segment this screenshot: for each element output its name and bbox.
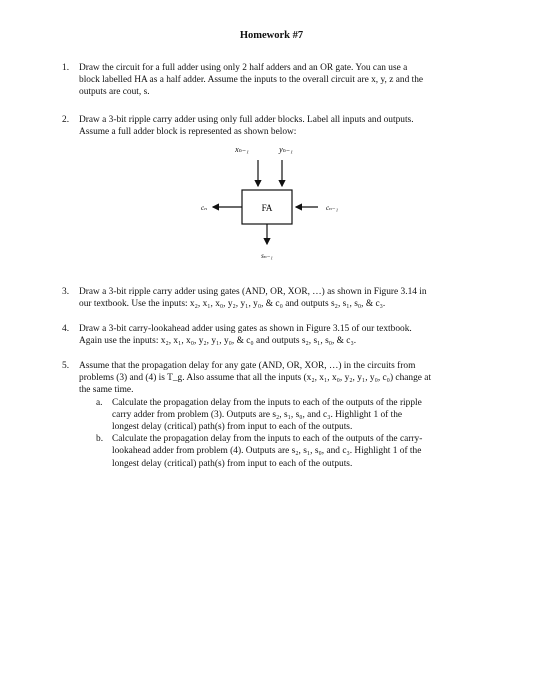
question-line: Draw a 3-bit ripple carry adder using only full adder blocks. Label all inputs and outputs.	[79, 115, 414, 125]
question-line: our textbook. Use the inputs: x₂, x₁, x₀, y₂, y₁, y₀, & c₀ and outputs s₂, s₁, s₀, & c₃.	[79, 299, 386, 310]
question-5	[62, 360, 482, 470]
subquestion-line: Calculate the propagation delay from the inputs to each of the outputs of the carry-	[112, 434, 423, 445]
question-line: Assume a full adder block is represented as shown below:	[79, 127, 297, 138]
question-line: Assume that the propagation delay for any gate (AND, OR, XOR, …) in the circuits from	[79, 361, 416, 371]
question-number: 1.	[62, 63, 70, 73]
question-line: the same time.	[79, 385, 134, 396]
subquestion-line: lookahead adder from problem (4). Outputs are s₂, s₁, s₀, and c₃. Highlight 1 of the	[112, 446, 422, 457]
subquestion-letter: b.	[96, 434, 104, 445]
question-line: Draw a 3-bit carry-lookahead adder using gates as shown in Figure 3.15 of our textbook.	[79, 324, 412, 334]
subquestion-letter: a.	[96, 397, 103, 408]
subquestion-b	[96, 433, 482, 470]
input-x-label: xₙ₋₁	[235, 145, 249, 154]
question-line: problems (3) and (4) is T_g. Also assume that all the inputs (x₂, x₁, x₀, y₂, y₁, y₀, c₀) change at	[79, 373, 432, 384]
subquestion-a	[96, 397, 482, 434]
question-3	[62, 286, 482, 310]
question-1	[62, 62, 482, 99]
page-title: Homework #7	[239, 30, 304, 41]
subquestion-line: longest delay (critical) path(s) from input to each of the outputs.	[112, 422, 353, 433]
fa-block-label: FA	[261, 203, 273, 213]
sum-out-label: sₙ₋₁	[261, 252, 273, 260]
question-line: outputs are cout, s.	[79, 87, 150, 98]
question-number: 2.	[62, 115, 70, 125]
full-adder-diagram	[190, 140, 360, 265]
subquestion-line: carry adder from problem (3). Outputs are s₂, s₁, s₀, and c₃. Highlight 1 of the	[112, 409, 403, 420]
question-line: Again use the inputs: x₂, x₁, x₀, y₂, y₁, y₀, & c₀ and outputs s₂, s₁, s₀, & c₃.	[79, 336, 357, 347]
question-line: Draw a 3-bit ripple carry adder using gates (AND, OR, XOR, …) as shown in Figure 3.14 in	[79, 287, 427, 297]
question-line: Draw the circuit for a full adder using only 2 half adders and an OR gate. You can use a	[79, 63, 408, 73]
question-number: 3.	[62, 287, 70, 297]
question-4	[62, 323, 482, 347]
subquestion-line: Calculate the propagation delay from the inputs to each of the outputs of the ripple	[112, 397, 422, 408]
question-line: block labelled HA as a half adder. Assume the inputs to the overall circuit are x, y, z and the	[79, 75, 424, 86]
carry-out-label: cₙ	[201, 204, 207, 212]
subquestion-line: longest delay (critical) path(s) from input to each of the outputs.	[112, 458, 353, 469]
carry-in-label: cₙ₋₁	[325, 204, 339, 212]
question-number: 5.	[62, 361, 70, 371]
question-2	[62, 114, 482, 138]
question-number: 4.	[62, 324, 70, 334]
input-y-label: yₙ₋₁	[279, 145, 293, 154]
